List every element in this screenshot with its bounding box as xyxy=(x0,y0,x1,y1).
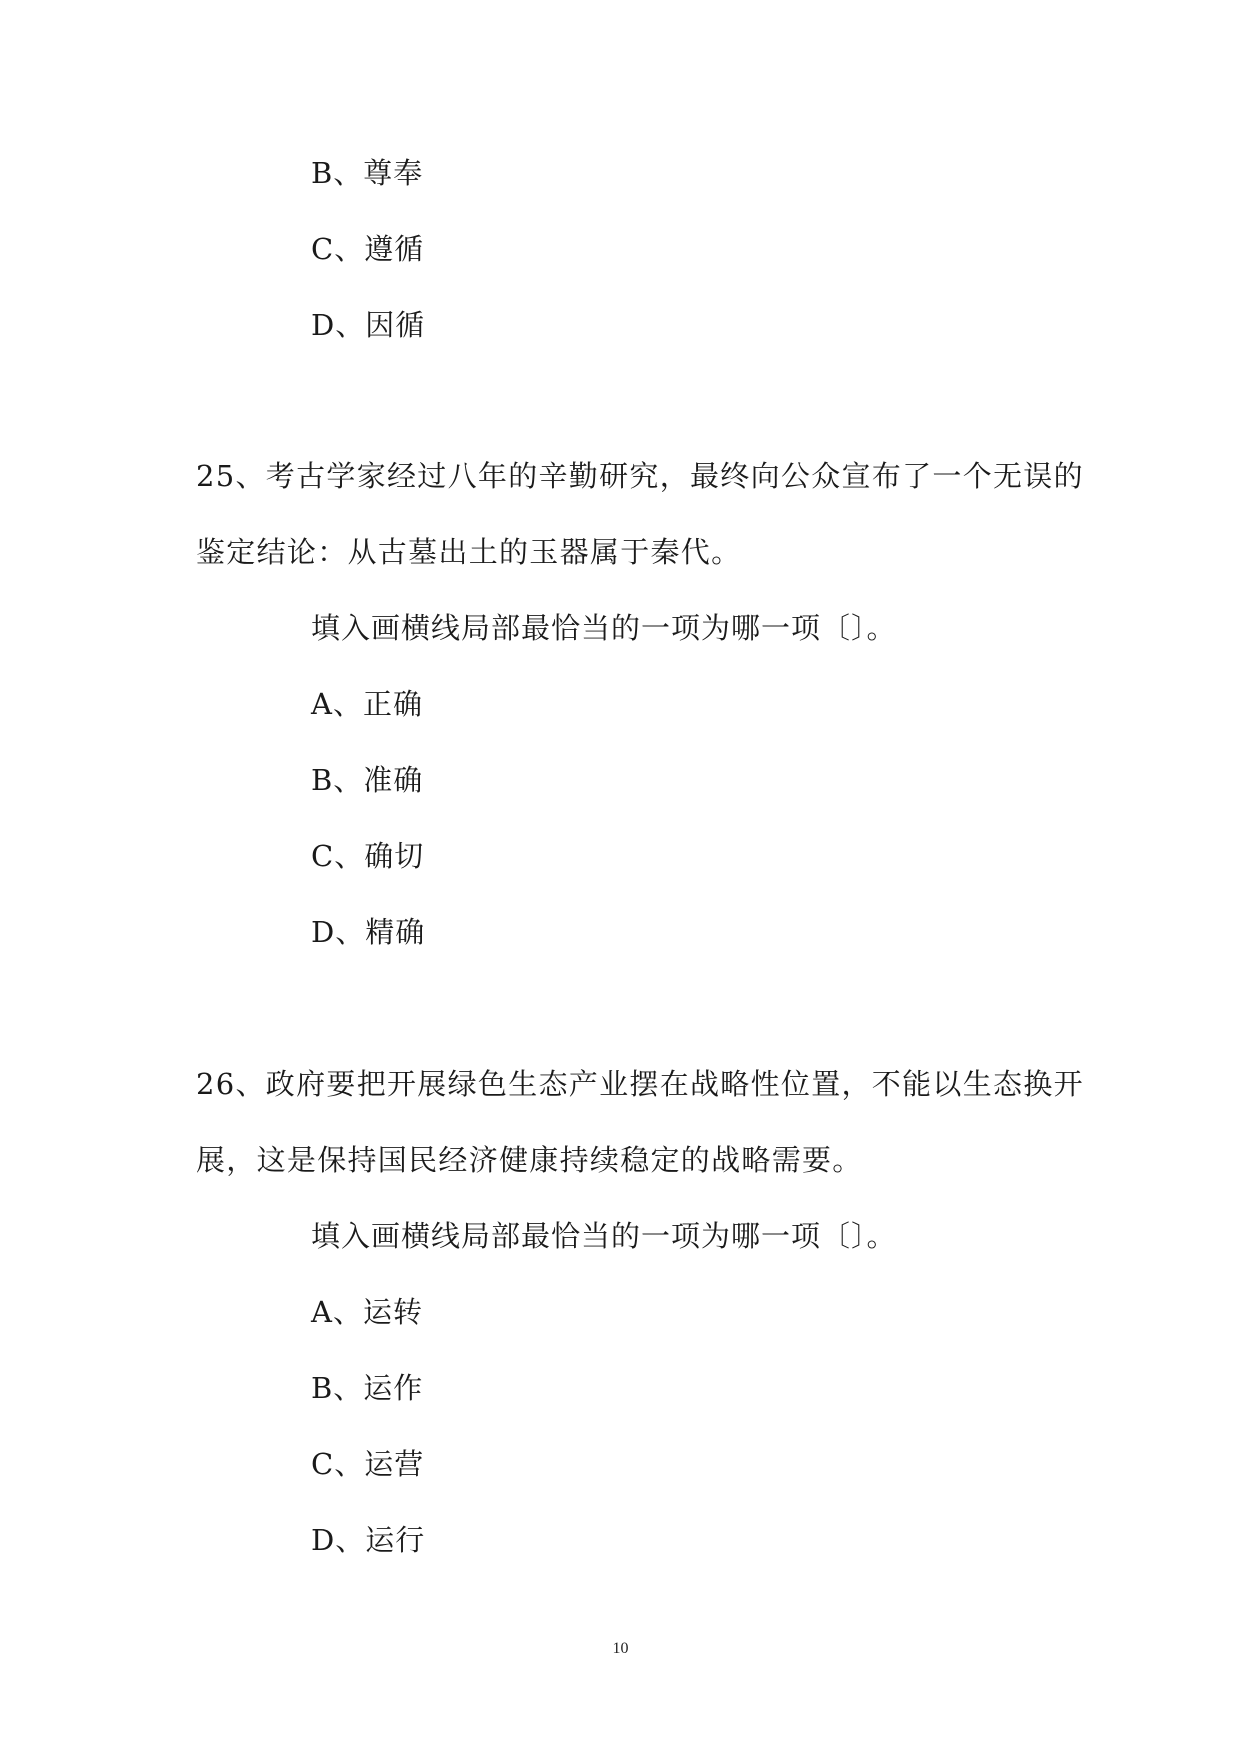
question-25-text-line-2: 鉴定结论：从古墓出土的玉器属于秦代。 xyxy=(196,535,742,569)
question-25-option-c: C、确切 xyxy=(311,839,425,873)
question-26-option-c: C、运营 xyxy=(311,1447,425,1481)
question-25-option-d: D、精确 xyxy=(311,915,426,949)
question-26-text-line-1: 26、政府要把开展绿色生态产业摆在战略性位置，不能以生态换开 xyxy=(196,1067,1084,1101)
question-25-text-line-1: 25、考古学家经过八年的辛勤研究，最终向公众宣布了一个无误的 xyxy=(196,459,1084,493)
question-26-prompt: 填入画横线局部最恰当的一项为哪一项〔〕。 xyxy=(311,1219,897,1253)
option-b: B、尊奉 xyxy=(311,156,424,190)
question-25-prompt: 填入画横线局部最恰当的一项为哪一项〔〕。 xyxy=(311,611,897,645)
question-26-option-b: B、运作 xyxy=(311,1371,424,1405)
question-26-option-a: A、运转 xyxy=(311,1295,423,1329)
question-26-text-line-2: 展，这是保持国民经济健康持续稳定的战略需要。 xyxy=(196,1143,863,1177)
page-number: 10 xyxy=(612,1640,629,1657)
question-25-option-a: A、正确 xyxy=(311,687,423,721)
option-c: C、遵循 xyxy=(311,232,425,266)
question-25-option-b: B、准确 xyxy=(311,763,424,797)
option-d: D、因循 xyxy=(311,308,426,342)
question-26-option-d: D、运行 xyxy=(311,1523,426,1557)
